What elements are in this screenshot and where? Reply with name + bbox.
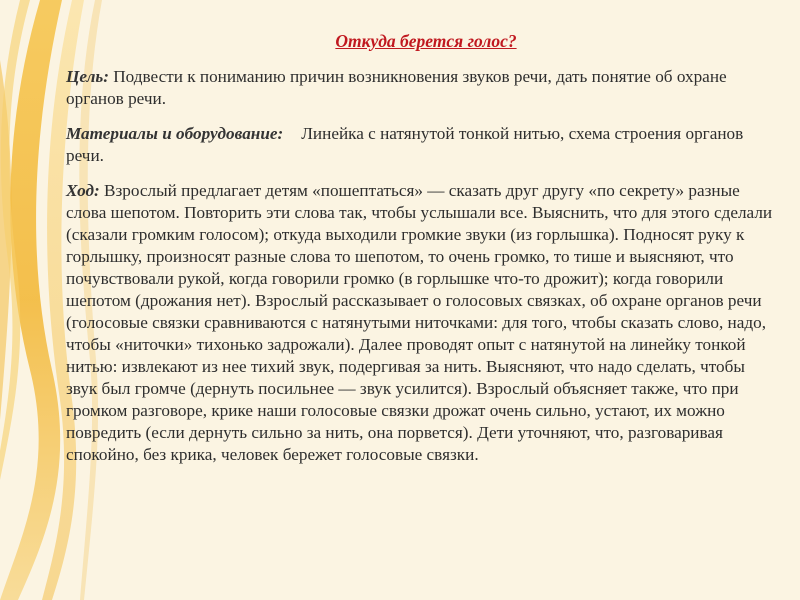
procedure-label: Ход:	[66, 181, 100, 200]
goal-paragraph	[66, 66, 776, 110]
materials-text: Линейка с натянутой тонкой нитью, схема строения органов речи.	[66, 124, 744, 165]
procedure-paragraph	[66, 180, 776, 466]
goal-label: Цель:	[66, 67, 109, 86]
page-title: Откуда берется голос?	[335, 31, 517, 51]
procedure-text: Взрослый предлагает детям «пошептаться» — сказать друг другу «по секрету» разные слова шепотом. Повторить эти слова так, чтобы услышали все. Выяснить, что для этого сделали (сказали громким голосом); откуда выходили громкие звуки (из горлышка). Подносят руку к горлышку, произносят разные слова то шепотом, то очень громко, то тише и выясняют, что почувствовали рукой, когда говорили громко (в горлышке что-то дрожит); когда говорили шепотом (дрожания нет). Взрослый рассказывает о голосовых связках, об охране органов речи (голосовые связки сравниваются с натянутыми ниточками: для того, чтобы сказать слово, надо, чтобы «ниточки» тихонько задрожали). Далее проводят опыт с натянутой на линейку тонкой нитью: извлекают из нее тихий звук, подергивая за нить. Выясняют, что надо сделать, чтобы звук был громче (дернуть посильнее — звук усилится). Взрослый объясняет также, что при громком разговоре, крике наши голосовые связки дрожат очень сильно, устают, их можно повредить (если дернуть сильно за нить, она порвется). Дети уточняют, что, разговаривая спокойно, без крика, человек бережет голосовые связки.	[66, 181, 773, 464]
goal-text: Подвести к пониманию причин возникновения звуков речи, дать понятие об охране органов речи.	[66, 67, 727, 108]
materials-label: Материалы и оборудование:	[66, 124, 284, 143]
document-body	[66, 30, 776, 479]
materials-paragraph	[66, 123, 776, 167]
